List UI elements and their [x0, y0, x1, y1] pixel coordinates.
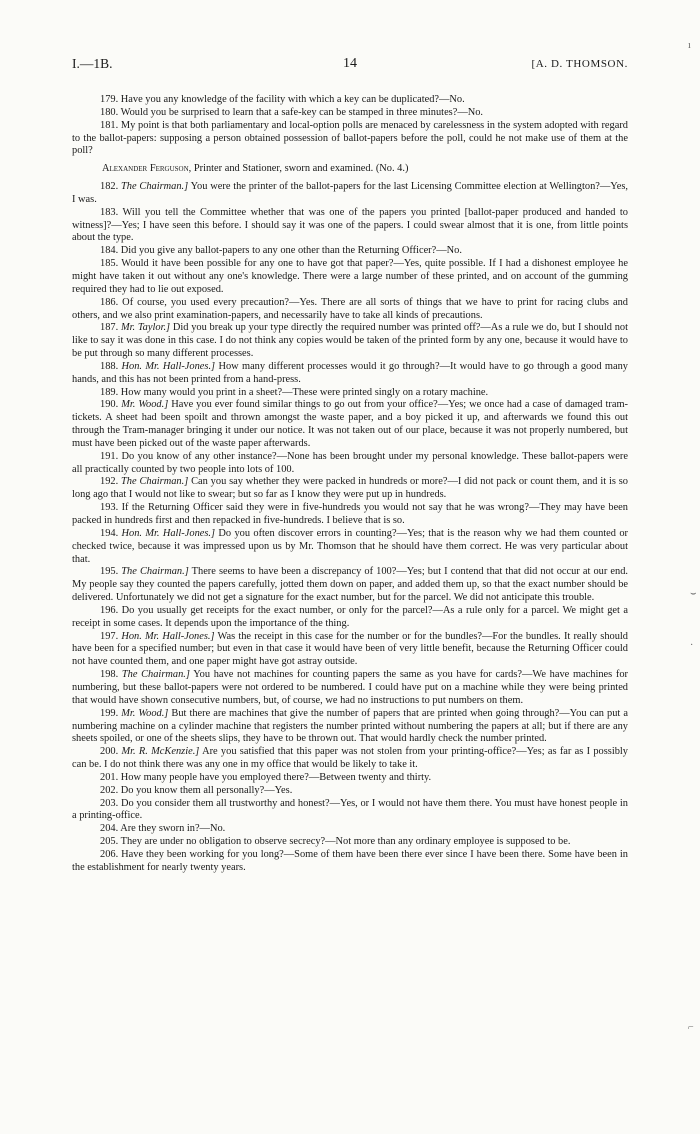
speaker: Mr. Wood.] — [121, 707, 169, 719]
question-202: 202. Do you know them all personally?—Yes. — [100, 784, 293, 796]
page-number: 14 — [343, 56, 357, 71]
margin-mark: ı — [688, 40, 691, 51]
speaker: The Chairman.] — [121, 669, 190, 681]
question-198: 198. The Chairman.] You have not machines for counting papers the same as you have for cards?—We have machines for numbering, but these ballot-papers were not ordered to be numbered. I could have put on a machine while they were being printed that would have shown consecutive numbers, but, of course, we had no instructions to put numbers on them. — [72, 669, 628, 706]
question-196: 196. Do you usually get receipts for the exact number, or only for the parcel?—As a rule only for a parcel. We might get a receipt in some cases. It depends upon the importance of the thing. — [72, 604, 628, 629]
margin-mark: ⌐ — [688, 1022, 694, 1033]
page-header — [72, 58, 628, 80]
question-197: 197. Hon. Mr. Hall-Jones.] Was the receipt in this case for the number or for the bundles?—For the bundles. It really should have been for a specified number; but even in that case it would have been of very little benefit, because the Returning Officer could not have counted them, and one paper might have got astray outside. — [72, 630, 628, 668]
question-191: 191. Do you know of any other instance?—None has been brought under my personal knowledge. These ballot-papers were all practically counted by two people into lots of 100. — [72, 450, 628, 475]
document-page — [72, 58, 628, 875]
question-180: 180. Would you be surprised to learn that a safe-key can be stamped in three minutes?—No. — [100, 106, 484, 118]
witness-running-head: [A. D. THOMSON. — [531, 58, 628, 70]
question-181: 181. My point is that both parliamentary and local-option polls are menaced by carelessness in the system adopted with regard to the ballot-papers: supposing a person obtained possession of ballot-papers before the poll, could he not make use of them at the poll? — [72, 119, 628, 157]
paper-reference: I.—1B. — [72, 56, 113, 71]
question-189: 189. How many would you print in a sheet?—These were printed singly on a rotary machine. — [100, 386, 489, 398]
question-200: 200. Mr. R. McKenzie.] Are you satisfied that this paper was not stolen from your printing-office?—Yes; as far as I possibly can be. I do not think there was any one in my office that would be likely to take it. — [72, 746, 628, 771]
question-190: 190. Mr. Wood.] Have you ever found similar things to go out from your office?—Yes; we once had a case of damaged tram-tickets. A sheet had been spoilt and thrown amongst the waste paper, and a boy picked it up, and afterwards we found this out through the Tram-manager bringing it under our notice. It was not taken out of our place, because it was not properly numbered, but must have been picked out of the waste paper afterwards. — [72, 399, 628, 449]
witness-number: (No. 4.) — [375, 163, 409, 175]
speaker: Mr. R. McKenzie.] — [121, 746, 200, 758]
question-182: 182. The Chairman.] You were the printer of the ballot-papers for the last Licensing Committee election at Wellington?—Yes, I was. — [72, 181, 628, 205]
speaker: Hon. Mr. Hall-Jones.] — [121, 360, 216, 372]
question-179: 179. Have you any knowledge of the facility with which a key can be duplicated?—No. — [100, 94, 465, 105]
margin-mark: · — [690, 640, 694, 651]
question-195: 195. The Chairman.] There seems to have been a discrepancy of 100?—Yes; but I contend that that did not occur at our end. My people say they counted the papers carefully, jotted them down on paper, and added them up, so that the exact number should be delivered. Unfortunately we did not get a signature for the exact number, but for the parcel. We did not anticipate this trouble. — [72, 566, 628, 604]
speaker: The Chairman.] — [121, 566, 189, 578]
question-203: 203. Do you consider them all trustworthy and honest?—Yes, or I would not have them there. You must have honest people in a printing-office. — [72, 797, 628, 822]
witness-name: Alexander Ferguson — [102, 163, 189, 175]
question-205: 205. They are under no obligation to observe secrecy?—Not more than any ordinary employee is supposed to be. — [100, 836, 571, 848]
question-183: 183. Will you tell the Committee whether that was one of the papers you printed [ballot-paper produced and handed to witness]?—Yes; I have seen this before. I should say it was one of the papers. I could swear almost that it is one, from little points about the type. — [72, 206, 628, 244]
witness-description: , Printer and Stationer, sworn and examined. — [188, 163, 374, 175]
question-194: 194. Hon. Mr. Hall-Jones.] Do you often discover errors in counting?—Yes; that is the reason why we had them counted or checked twice, because it was impressed upon us by Mr. Thomson that he should have them correct. He was very particular about that. — [72, 527, 628, 565]
speaker: Hon. Mr. Hall-Jones.] — [121, 527, 216, 539]
question-193: 193. If the Returning Officer said they were in five-hundreds you would not say that he was wrong?—They may have been packed in hundreds first and then repacked in five-hundreds. I believe that is so. — [72, 502, 628, 526]
question-184: 184. Did you give any ballot-papers to any one other than the Returning Officer?—No. — [100, 245, 462, 257]
question-201: 201. How many people have you employed there?—Between twenty and thirty. — [100, 771, 432, 783]
question-206: 206. Have they been working for you long?—Some of them have been there ever since I have been there. Some have been in the establishment for nearly twenty years. — [72, 848, 628, 873]
question-185: 185. Would it have been possible for any one to have got that paper?—Yes, quite possible. If I had a dishonest employee he might have taken it out without any one's knowledge. There were a large number of these printed, and on account of the gumming required they had to lie out exposed. — [72, 258, 628, 295]
margin-mark: ⌣ — [690, 588, 697, 599]
witness-heading — [72, 163, 628, 176]
speaker: Hon. Mr. Hall-Jones.] — [121, 630, 215, 642]
question-204: 204. Are they sworn in?—No. — [100, 823, 226, 835]
question-192: 192. The Chairman.] Can you say whether they were packed in hundreds or more?—I did not pack or count them, and it is so long ago that I would not like to swear; but so far as I know they were put up in hundreds. — [72, 476, 628, 501]
question-186: 186. Of course, you used every precaution?—Yes. There are all sorts of things that we have to print for racing clubs and others, and we also print examination-papers, and necessarily have to take all kinds of precautions. — [72, 296, 628, 321]
speaker: The Chairman.] — [121, 181, 189, 193]
evidence-text — [72, 94, 628, 875]
question-199: 199. Mr. Wood.] But there are machines that give the number of papers that are printed when going through?—You can put a numbering machine on a cylinder machine that registers the number printed without numbering the papers at all; but if there are any sheets spoiled, or one of the sheets slips, they have to be thrown out. That would hardly check the number printed. — [72, 707, 628, 745]
speaker: Mr. Wood.] — [121, 399, 169, 411]
question-187: 187. Mr. Taylor.] Did you break up your type directly the required number was printed off?—As a rule we do, but I should not like to say it was done in this case. I do not think any copies would be taken of the printed form by any one, because it would have to be put through so many different processes. — [72, 322, 628, 360]
question-188: 188. Hon. Mr. Hall-Jones.] How many different processes would it go through?—It would have to go through a good many hands, and this has not been printed from a hand-press. — [72, 360, 628, 385]
speaker: Mr. Taylor.] — [120, 322, 171, 334]
speaker: The Chairman.] — [121, 476, 189, 488]
